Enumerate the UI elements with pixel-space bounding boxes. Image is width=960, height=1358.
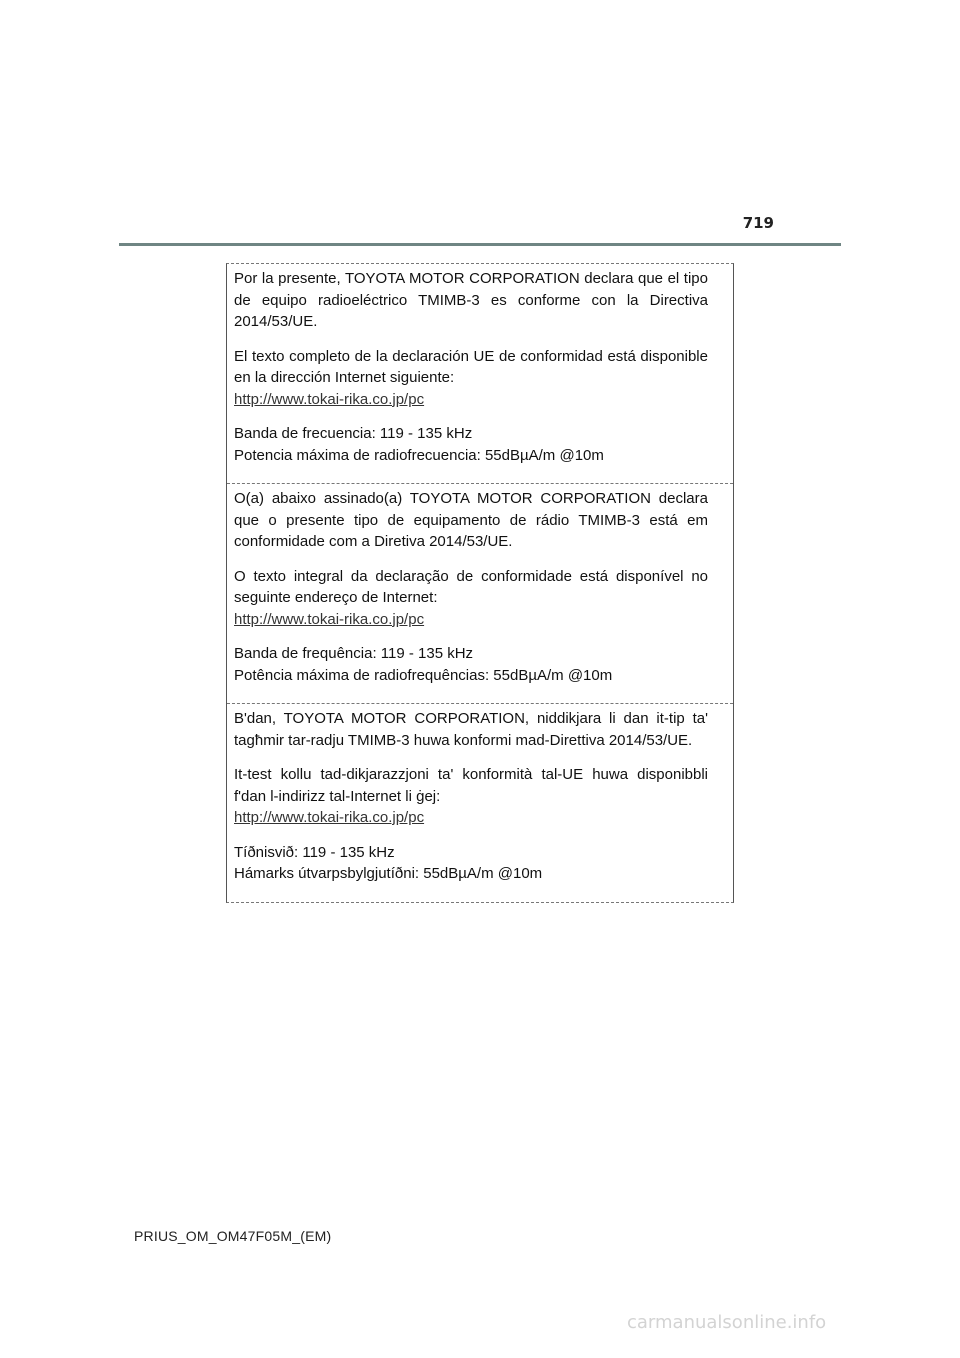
frequency-band: Tíðnisvið: 119 - 135 kHz — [234, 843, 395, 861]
declaration-text: B'dan, TOYOTA MOTOR CORPORATION, niddikjara li dan it-tip ta' tagħmir tar-radju TMIMB-3 huwa konformi mad-Direttiva 2014/53/UE. — [234, 710, 708, 749]
availability-text — [234, 346, 708, 411]
frequency-band: Banda de frequência: 119 - 135 kHz — [234, 645, 474, 662]
declaration-link[interactable]: http://www.tokai-rika.co.jp/pc — [234, 809, 425, 826]
max-power: Potência máxima de radiofrequências: 55dBµA/m @10m — [234, 666, 613, 684]
header-rule — [119, 243, 841, 246]
page-number: 719 — [742, 214, 774, 232]
declaration-section-portuguese — [227, 483, 733, 703]
declaration-text: Por la presente, TOYOTA MOTOR CORPORATION declara que el tipo de equipo radioeléctrico TMIMB-3 es conforme con la Directiva 2014/53/UE. — [234, 270, 708, 330]
declaration-text: O(a) abaixo assinado(a) TOYOTA MOTOR CORPORATION declara que o presente tipo de equipamento de rádio TMIMB-3 está em conformidade com a Diretiva 2014/53/UE. — [234, 490, 708, 550]
availability-sentence: El texto completo de la declaración UE de conformidad está disponible en la dirección Internet siguiente: — [234, 347, 708, 386]
availability-text — [234, 566, 708, 631]
document-code: PRIUS_OM_OM47F05M_(EM) — [134, 1228, 332, 1244]
declaration-link[interactable]: http://www.tokai-rika.co.jp/pc — [234, 610, 425, 628]
frequency-band: Banda de frecuencia: 119 - 135 kHz — [234, 425, 473, 442]
radio-specs — [234, 643, 708, 686]
max-power: Potencia máxima de radiofrecuencia: 55dBµA/m @10m — [234, 446, 604, 464]
availability-sentence: It-test kollu tad-dikjarazzjoni ta' konformità tal-UE huwa disponibbli f'dan l-indirizz tal-Internet li ġej: — [234, 766, 708, 805]
watermark: carmanualsonline.info — [627, 1312, 827, 1333]
max-power: Hámarks útvarpsbylgjutíðni: 55dBµA/m @10m — [234, 865, 543, 882]
availability-text — [234, 764, 708, 829]
declaration-section-spanish — [227, 264, 733, 483]
declaration-box — [226, 263, 734, 903]
radio-specs — [234, 423, 708, 466]
declaration-link[interactable]: http://www.tokai-rika.co.jp/pc — [234, 390, 425, 408]
declaration-section-maltese — [227, 703, 733, 902]
radio-specs — [234, 842, 708, 885]
availability-sentence: O texto integral da declaração de conformidade está disponível no seguinte endereço de Internet: — [234, 567, 708, 606]
